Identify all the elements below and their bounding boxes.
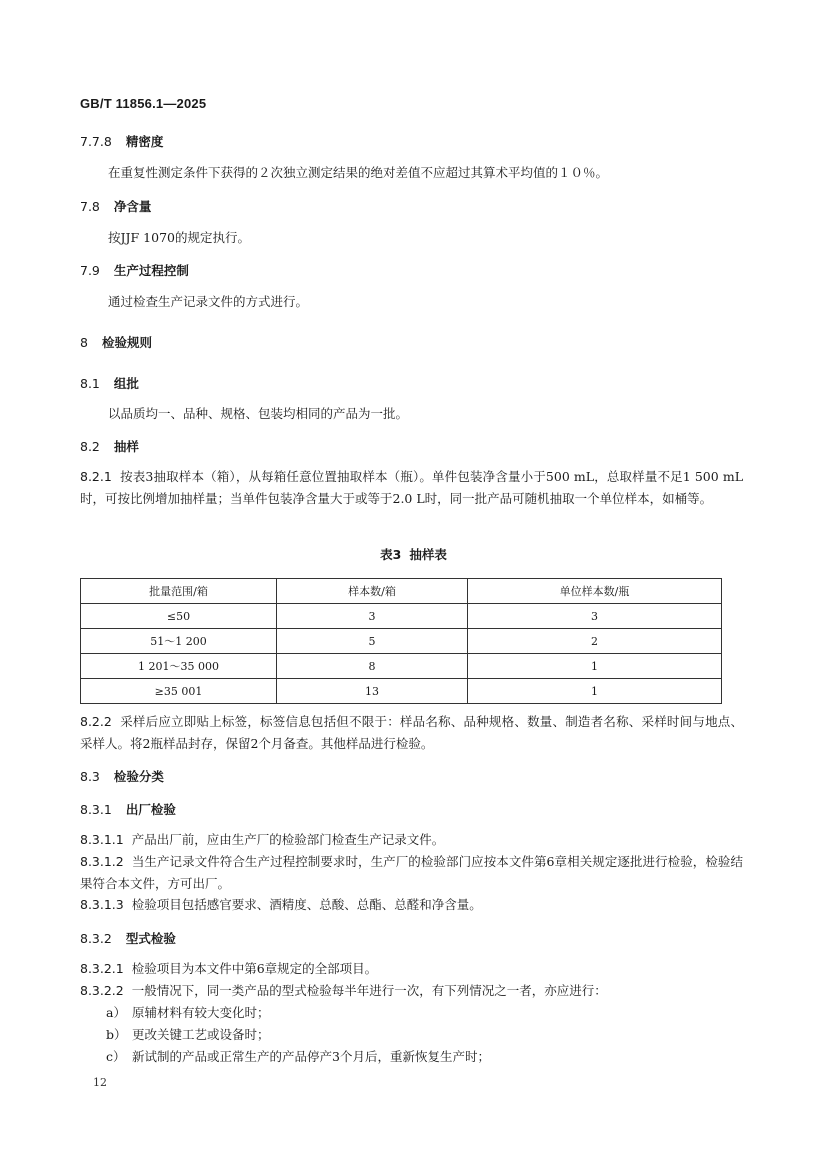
table-cell: 3 [468,604,722,629]
list-item: a） 原辅材料有较大变化时； [106,1005,270,1020]
table-header-cell: 单位样本数/瓶 [468,579,722,604]
table-cell: ≤50 [81,604,277,629]
table-row [81,604,722,629]
table-header-cell: 批量范围/箱 [81,579,277,604]
section-8-3-heading: 8.3 检验分类 [80,769,164,784]
table-header-row [81,579,722,604]
section-8-2-1-paragraph: 8.2.1 按表3抽取样本（箱），从每箱任意位置抽取样本（瓶）。单件包装净含量小于500 mL，总取样量不足1 500 mL时，可按比例增加抽样量；当单件包装净含量大于或等于2.0 L时，同一批产品可随机抽取一个单位样本，如桶等。 [80,469,743,506]
section-7-9-heading: 7.9 生产过程控制 [80,263,189,278]
section-7-9-text: 通过检查生产记录文件的方式进行。 [108,294,309,309]
section-8-3-1-1-paragraph: 8.3.1.1 产品出厂前，应由生产厂的检验部门检查生产记录文件。 [80,832,445,847]
table-3-caption: 表3 抽样表 [380,547,447,562]
table-cell: 2 [468,629,722,654]
chapter-8-heading: 8 检验规则 [80,335,152,350]
table-cell: 8 [277,654,468,679]
table-cell: 13 [277,679,468,704]
section-8-1-heading: 8.1 组批 [80,376,139,391]
section-7-8-heading: 7.8 净含量 [80,199,152,214]
table-cell: 1 [468,679,722,704]
section-8-1-text: 以品质均一、品种、规格、包装均相同的产品为一批。 [108,406,409,421]
section-7-7-8-heading: 7.7.8 精密度 [80,134,164,149]
table-cell: ≥35 001 [81,679,277,704]
table-cell: 3 [277,604,468,629]
section-8-3-2-2-paragraph: 8.3.2.2 一般情况下，同一类产品的型式检验每半年进行一次，有下列情况之一者，亦应进行： [80,983,607,998]
table-row [81,629,722,654]
page-number: 12 [93,1076,107,1089]
section-8-3-1-heading: 8.3.1 出厂检验 [80,802,176,817]
list-item: c） 新试制的产品或正常生产的产品停产3个月后，重新恢复生产时； [106,1049,490,1064]
document-header: GB/T 11856.1—2025 [80,96,207,111]
table-row [81,654,722,679]
section-8-2-heading: 8.2 抽样 [80,439,139,454]
sampling-table [80,578,722,704]
table-row [81,679,722,704]
section-8-2-2-paragraph: 8.2.2 采样后应立即贴上标签，标签信息包括但不限于：样品名称、品种规格、数量、制造者名称、采样时间与地点、采样人。将2瓶样品封存，保留2个月备查。其他样品进行检验。 [80,714,743,751]
table-cell: 5 [277,629,468,654]
table-cell: 51～1 200 [81,629,277,654]
section-8-3-2-1-paragraph: 8.3.2.1 检验项目为本文件中第6章规定的全部项目。 [80,961,378,976]
table-header-cell: 样本数/箱 [277,579,468,604]
section-8-3-1-3-paragraph: 8.3.1.3 检验项目包括感官要求、酒精度、总酸、总酯、总醛和净含量。 [80,897,482,912]
section-8-3-2-heading: 8.3.2 型式检验 [80,931,176,946]
table-cell: 1 201～35 000 [81,654,277,679]
table-cell: 1 [468,654,722,679]
section-7-7-8-text: 在重复性测定条件下获得的２次独立测定结果的绝对差值不应超过其算术平均值的１０％。 [108,165,609,180]
section-8-3-1-2-paragraph: 8.3.1.2 当生产记录文件符合生产过程控制要求时，生产厂的检验部门应按本文件第6章相关规定逐批进行检验，检验结果符合本文件，方可出厂。 [80,854,743,891]
section-7-8-text: 按JJF 1070的规定执行。 [108,230,250,245]
list-item: b） 更改关键工艺或设备时； [106,1027,270,1042]
